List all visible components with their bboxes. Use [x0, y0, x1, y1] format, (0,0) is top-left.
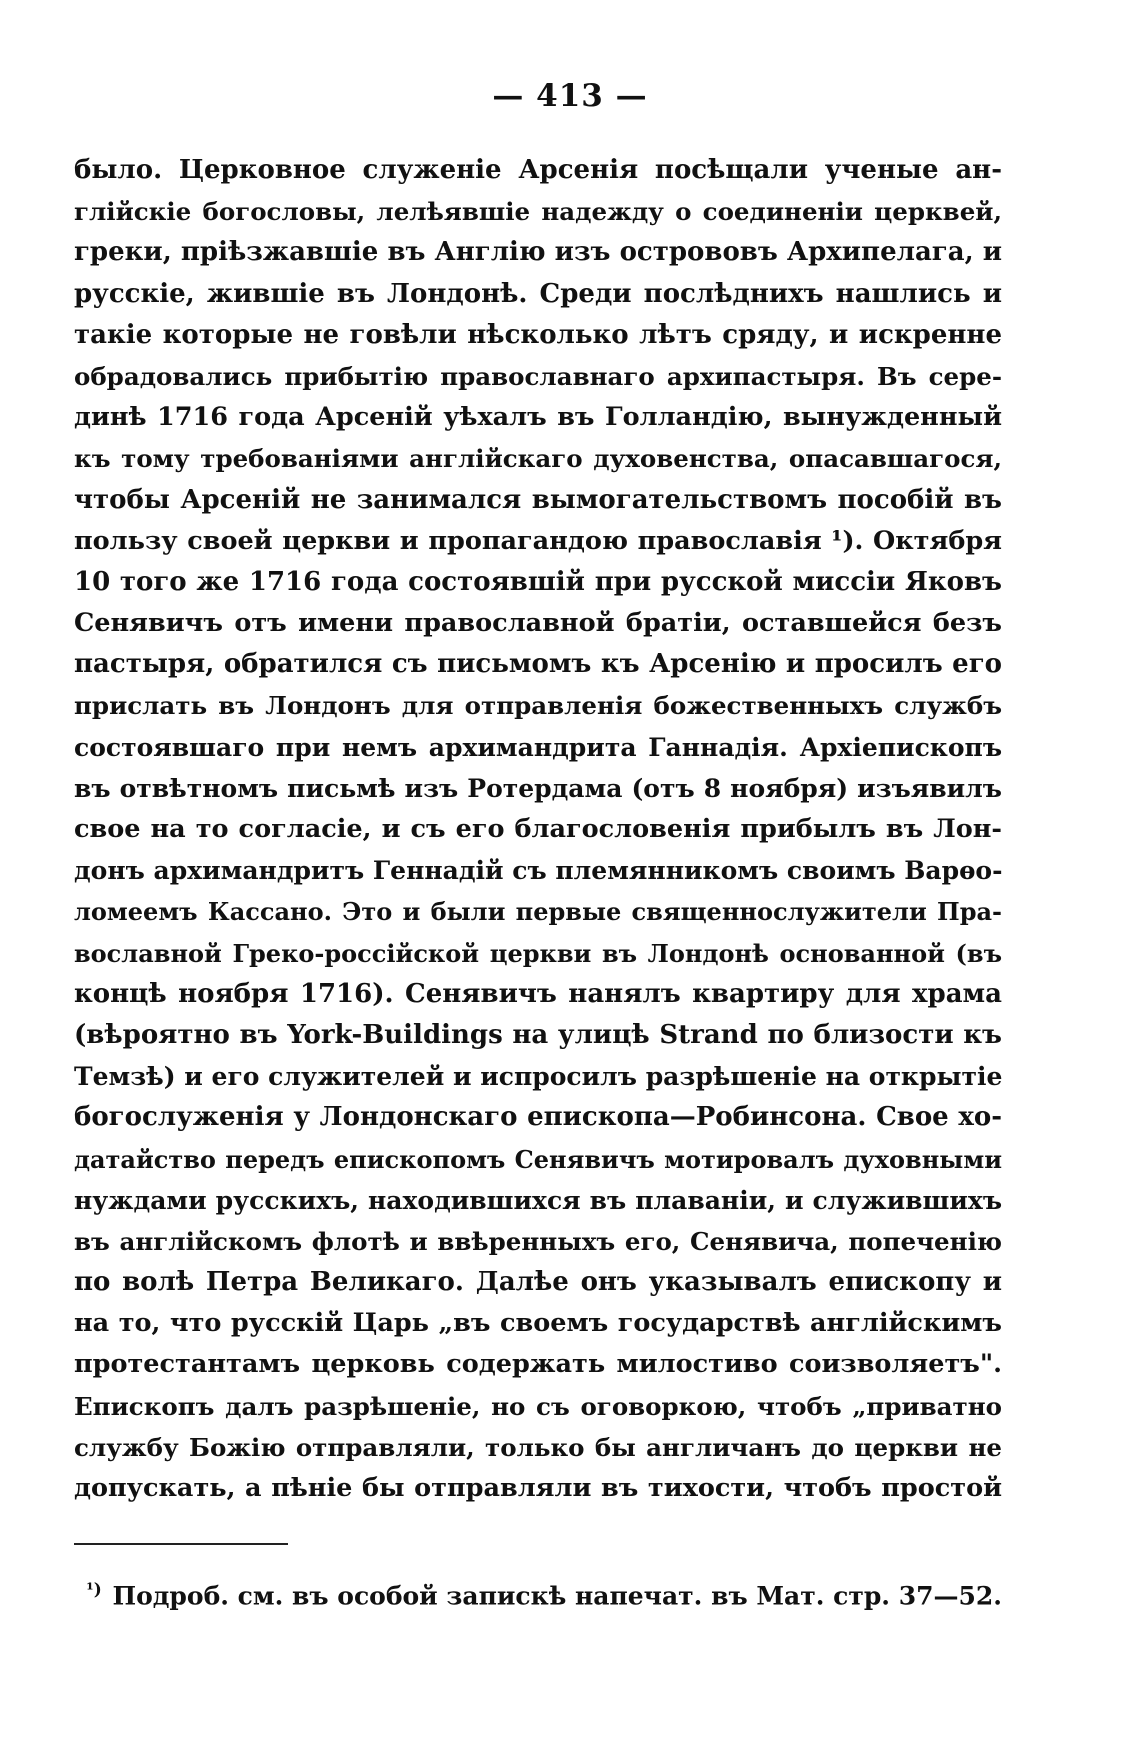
- text-line: греки, пріѣзжавшіе въ Англію изъ острововъ Архипелага, и: [74, 237, 1002, 268]
- footnote-text: Подроб. см. въ особой запискѣ напечат. въ Мат. стр. 37—52.: [112, 1581, 1002, 1611]
- text-line: состоявшаго при немъ архимандрита Ганнадія. Архіепископъ: [74, 732, 1002, 762]
- text-line: свое на то согласіе, и съ его благословенія прибылъ въ Лон-: [74, 814, 1002, 844]
- text-line: динѣ 1716 года Арсеній уѣхалъ въ Голландію, вынужденный: [74, 402, 1002, 433]
- text-line: 10 того же 1716 года состоявшій при русской миссіи Яковъ: [74, 566, 1002, 597]
- footnote: [74, 1572, 1002, 1614]
- text-line: къ тому требованіями англійскаго духовенства, опасавшагося,: [74, 444, 1002, 474]
- text-line: прислать въ Лондонъ для отправленія божественныхъ службъ: [74, 691, 1002, 721]
- text-line: такіе которые не говѣли нѣсколько лѣтъ сряду, и искренне: [74, 319, 1002, 350]
- text-line: протестантамъ церковь содержать милостиво соизволяетъ".: [74, 1349, 1002, 1380]
- text-line: вославной Греко-россійской церкви въ Лондонѣ основанной (въ: [74, 938, 1002, 968]
- text-line: въ англійскомъ флотѣ и ввѣренныхъ его, Сенявича, попеченію: [74, 1226, 1002, 1256]
- text-line: Сенявичъ отъ имени православной братіи, оставшейся безъ: [74, 608, 1002, 639]
- text-line: службу Божію отправляли, только бы англичанъ до церкви не: [74, 1432, 1002, 1462]
- page-number: — 413 —: [492, 78, 648, 114]
- text-line: русскіе, жившіе въ Лондонѣ. Среди послѣднихъ нашлись и: [74, 278, 1002, 309]
- text-line: на то, что русскій Царь „въ своемъ государствѣ англійскимъ: [74, 1308, 1002, 1339]
- footnote-marker: ¹): [86, 1580, 102, 1600]
- text-line: обрадовались прибытію православнаго архипастыря. Въ сере-: [74, 361, 1002, 391]
- text-line: глійскіе богословы, лелѣявшіе надежду о соединеніи церквей,: [74, 197, 1002, 227]
- text-line: нуждами русскихъ, находившихся въ плаваніи, и служившихъ: [74, 1185, 1002, 1215]
- text-line: богослуженія у Лондонскаго епископа—Робинсона. Свое хо-: [74, 1102, 1002, 1133]
- text-line: чтобы Арсеній не занимался вымогательствомъ пособій въ: [74, 484, 1002, 515]
- text-line: допускать, а пѣніе бы отправляли въ тихости, чтобъ простой: [74, 1473, 1002, 1503]
- text-line: Епископъ далъ разрѣшеніе, но съ оговоркою, чтобъ „приватно: [74, 1391, 1002, 1421]
- text-line: ломеемъ Кассано. Это и были первые священнослужители Пра-: [74, 897, 1002, 927]
- body-text: [74, 150, 1002, 1509]
- text-line: было. Церковное служеніе Арсенія посѣщали ученые ан-: [74, 155, 1002, 185]
- text-line: концѣ ноября 1716). Сенявичъ нанялъ квартиру для храма: [74, 978, 1002, 1009]
- text-line: (вѣроятно въ York-Buildings на улицѣ Strand по близости къ: [74, 1019, 1002, 1050]
- text-line: донъ архимандритъ Геннадій съ племянникомъ своимъ Варѳо-: [74, 856, 1002, 886]
- text-line: по волѣ Петра Великаго. Далѣе онъ указывалъ епископу и: [74, 1267, 1002, 1298]
- text-line: пользу своей церкви и пропагандою православія ¹). Октября: [74, 525, 1002, 556]
- text-line: датайство передъ епископомъ Сенявичъ мотировалъ духовными: [74, 1144, 1002, 1174]
- text-line: Темзѣ) и его служителей и испросилъ разрѣшеніе на открытіе: [74, 1062, 1002, 1092]
- text-line: въ отвѣтномъ письмѣ изъ Ротердама (отъ 8 ноября) изъявилъ: [74, 773, 1002, 803]
- text-line: пастыря, обратился съ письмомъ къ Арсенію и просилъ его: [74, 649, 1002, 680]
- footnote-rule: [74, 1543, 288, 1545]
